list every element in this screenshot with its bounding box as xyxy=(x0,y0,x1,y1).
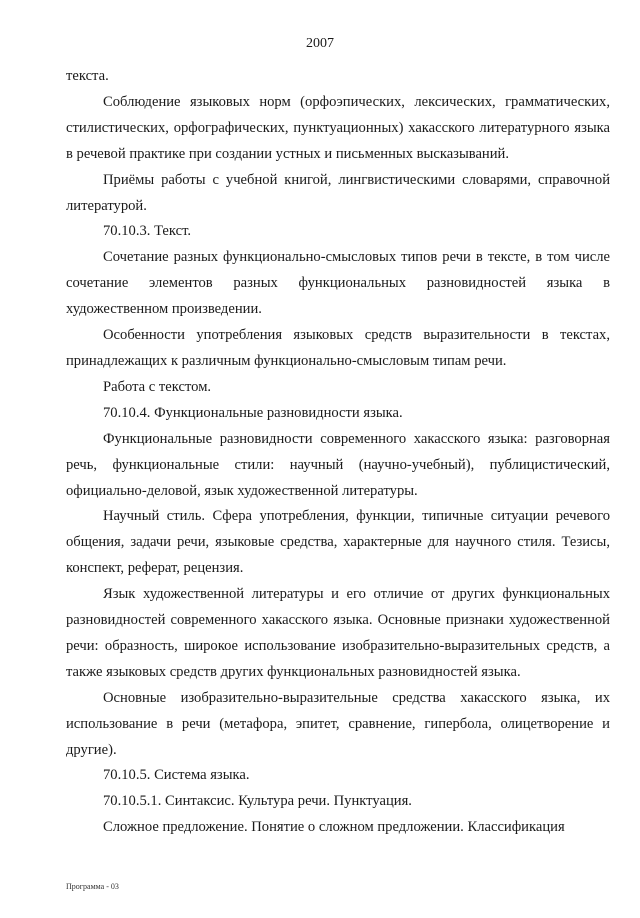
section-heading: 70.10.5. Система языка. xyxy=(103,767,250,784)
paragraph: Основные изобразительно-выразительные средства хакасского языка, их использование в речи (метафора, эпитет, сравнение, гипербола, олицетворение и другие). xyxy=(66,689,610,758)
paragraph: Сочетание разных функционально-смысловых типов речи в тексте, в том числе сочетание элементов разных функциональных разновидностей языка в художественном произведении. xyxy=(66,249,610,318)
paragraph: Особенности употребления языковых средств выразительности в текстах, принадлежащих к различным функционально-смысловым типам речи. xyxy=(66,327,610,369)
page-number: 2007 xyxy=(306,36,334,51)
section-heading: 70.10.3. Текст. xyxy=(103,223,192,240)
paragraph: Сложное предложение. Понятие о сложном предложении. Классификация xyxy=(103,819,565,836)
page-footer: Программа - 03 xyxy=(66,882,119,891)
section-heading: 70.10.5.1. Синтаксис. Культура речи. Пунктуация. xyxy=(103,793,412,810)
paragraph: Приёмы работы с учебной книгой, лингвистическими словарями, справочной литературой. xyxy=(66,171,610,214)
paragraph: Научный стиль. Сфера употребления, функции, типичные ситуации речевого общения, задачи речи, языковые средства, характерные для научного стиля. Тезисы, конспект, реферат, рецензия. xyxy=(66,508,610,577)
paragraph: Язык художественной литературы и его отличие от других функциональных разновидностей современного хакасского языка. Основные признаки художественной речи: образность, широкое использование изобразительно-выразительных средств, а также языковых средств других функциональных разновидностей языка. xyxy=(66,586,610,680)
paragraph: Соблюдение языковых норм (орфоэпических, лексических, грамматических, стилистических, орфографических, пунктуационных) хакасского литературного языка в речевой практике при создании устных и письменных высказываний. xyxy=(66,93,610,162)
section-heading: 70.10.4. Функциональные разновидности языка. xyxy=(103,404,403,421)
document-body xyxy=(66,64,610,841)
paragraph: Функциональные разновидности современного хакасского языка: разговорная речь, функциональные стили: научный (научно-учебный), публицистический, официально-деловой, язык художественной литературы. xyxy=(66,430,610,499)
paragraph: Работа с текстом. xyxy=(103,378,212,395)
paragraph: текста. xyxy=(66,68,109,84)
